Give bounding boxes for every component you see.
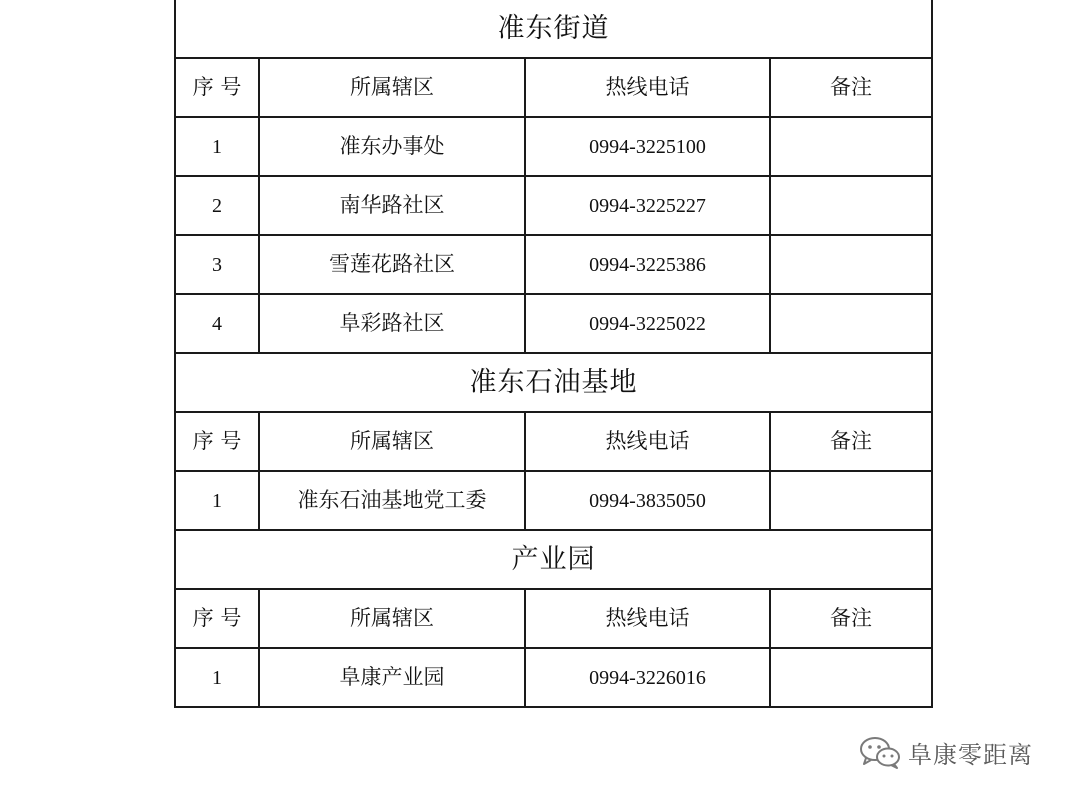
header-number: 序 号 bbox=[175, 589, 259, 648]
watermark bbox=[858, 732, 1033, 772]
row-note bbox=[770, 648, 932, 707]
row-phone: 0994-3225022 bbox=[525, 294, 770, 353]
table-row bbox=[175, 176, 932, 235]
row-area: 阜彩路社区 bbox=[259, 294, 525, 353]
row-note bbox=[770, 471, 932, 530]
header-area: 所属辖区 bbox=[259, 412, 525, 471]
section-title-row bbox=[175, 0, 932, 58]
row-area: 南华路社区 bbox=[259, 176, 525, 235]
row-area: 雪莲花路社区 bbox=[259, 235, 525, 294]
row-phone: 0994-3835050 bbox=[525, 471, 770, 530]
section-title-row bbox=[175, 353, 932, 412]
table-row bbox=[175, 294, 932, 353]
header-row bbox=[175, 412, 932, 471]
row-note bbox=[770, 235, 932, 294]
row-phone: 0994-3225100 bbox=[525, 117, 770, 176]
wechat-icon bbox=[858, 735, 902, 769]
header-number: 序 号 bbox=[175, 58, 259, 117]
row-number: 4 bbox=[175, 294, 259, 353]
row-number: 1 bbox=[175, 471, 259, 530]
row-number: 3 bbox=[175, 235, 259, 294]
table-row bbox=[175, 471, 932, 530]
watermark-text: 阜康零距离 bbox=[908, 740, 1033, 769]
section-title: 产业园 bbox=[175, 530, 932, 589]
table-row bbox=[175, 117, 932, 176]
header-area: 所属辖区 bbox=[259, 589, 525, 648]
row-phone: 0994-3225227 bbox=[525, 176, 770, 235]
header-row bbox=[175, 58, 932, 117]
header-note: 备注 bbox=[770, 589, 932, 648]
row-note bbox=[770, 294, 932, 353]
row-note bbox=[770, 176, 932, 235]
hotline-table bbox=[174, 0, 933, 708]
header-row bbox=[175, 589, 932, 648]
header-phone: 热线电话 bbox=[525, 589, 770, 648]
row-area: 准东办事处 bbox=[259, 117, 525, 176]
header-number: 序 号 bbox=[175, 412, 259, 471]
row-area: 准东石油基地党工委 bbox=[259, 471, 525, 530]
header-phone: 热线电话 bbox=[525, 58, 770, 117]
header-note: 备注 bbox=[770, 412, 932, 471]
table-row bbox=[175, 235, 932, 294]
row-number: 1 bbox=[175, 117, 259, 176]
section-title: 准东街道 bbox=[175, 0, 932, 58]
table-row bbox=[175, 648, 932, 707]
row-note bbox=[770, 117, 932, 176]
row-phone: 0994-3226016 bbox=[525, 648, 770, 707]
row-number: 1 bbox=[175, 648, 259, 707]
header-note: 备注 bbox=[770, 58, 932, 117]
header-phone: 热线电话 bbox=[525, 412, 770, 471]
row-area: 阜康产业园 bbox=[259, 648, 525, 707]
header-area: 所属辖区 bbox=[259, 58, 525, 117]
row-number: 2 bbox=[175, 176, 259, 235]
section-title: 准东石油基地 bbox=[175, 353, 932, 412]
row-phone: 0994-3225386 bbox=[525, 235, 770, 294]
section-title-row bbox=[175, 530, 932, 589]
